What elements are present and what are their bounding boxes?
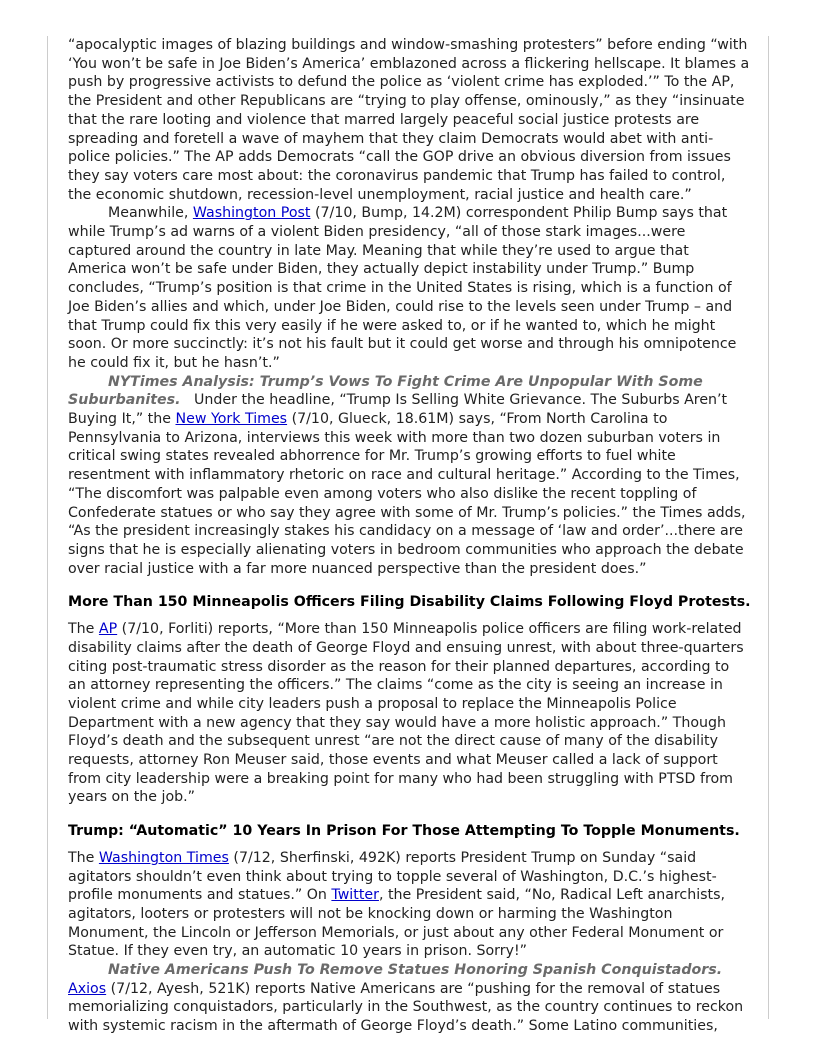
- paragraph-washington-post: Meanwhile, Washington Post (7/10, Bump, 14.2M) correspondent Philip Bump says that while Trump’s ad warns of a violent Biden presidency, “all of those stark images...were captured around the country in late May. Meaning that while they’re used to argue that America won’t be safe under Biden, they actually depict instability under Trump.” Bump concludes, “Trump’s position is that crime in the United States is rising, which is a function of Joe Biden’s allies and which, under Joe Biden, could rise to the levels seen under Trump – and that Trump could fix this very easily if he were asked to, or if he wanted to, which he might soon. Or more succinctly: it’s not his fault but it could get worse and through his omnipotence he could fix it, but he hasn’t.”: [68, 205, 737, 371]
- paragraph-axios: Axios (7/12, Ayesh, 521K) reports Native Americans are “pushing for the removal of statues memorializing conquistadors, particularly in the Southwest, as the country continues to reckon with systemic racism in the aftermath of George Floyd’s death.” Some Latino communities,: [68, 980, 744, 1035]
- paragraph-minneapolis-disability: The AP (7/10, Forliti) reports, “More than 150 Minneapolis police officers are filing work-related disability claims after the death of George Floyd and ensuing unrest, with about three-quarters citing post-traumatic stress disorder as the reason for their planned departures, according to an attorney representing the officers.” The claims “come as the city is seeing an increase in violent crime and while city leaders push a proposal to replace the Minneapolis Police Department with a new agency that they say would have a more holistic approach.” Though Floyd’s death and the subsequent unrest “are not the direct cause of many of the disability requests, attorney Ron Meuser said, those events and what Meuser called a lack of support from city leadership were a breaking point for many who had been struggling with PTSD from years on the job.”: [68, 621, 744, 806]
- document-page: [68, 36, 751, 1036]
- left-margin-rule: [47, 36, 48, 1019]
- washington-post-link[interactable]: Washington Post: [192, 205, 311, 222]
- axios-link[interactable]: Axios: [68, 980, 107, 997]
- paragraph-ap-ad-coverage: “apocalyptic images of blazing buildings and window-smashing protesters” before ending “with ‘You won’t be safe in Joe Biden’s America’ emblazoned across a flickering hellscape. It blames a push by progressive activists to defund the police as ‘violent crime has exploded.’” To the AP, the President and other Republicans are “trying to play offense, ominously,” as they “insinuate that the rare looting and violence that marred largely peaceful social justice protests are spreading and foretell a wave of mayhem that they claim Democrats would abet with anti-police policies.” The AP adds Democrats “call the GOP drive an obvious diversion from issues they say voters care most about: the coronavirus pandemic that Trump has failed to control, the economic shutdown, recession-level unemployment, racial justice and health care.”: [68, 37, 750, 203]
- washington-times-link[interactable]: Washington Times: [98, 849, 229, 866]
- ap-link[interactable]: AP: [98, 621, 118, 638]
- paragraph-native-americans: [68, 961, 751, 980]
- native-americans-subhead: Native Americans Push To Remove Statues Honoring Spanish Conquistadors.: [108, 962, 723, 979]
- right-margin-rule: [768, 36, 769, 1019]
- new-york-times-link[interactable]: New York Times: [175, 411, 288, 428]
- paragraph-trump-monuments: The Washington Times (7/12, Sherfinski, 492K) reports President Trump on Sunday “said agitators shouldn’t even think about trying to topple several of Washington, D.C.’s highest-profile monuments and statues.” On Twitter, the President said, “No, Radical Left anarchists, agitators, looters or protesters will not be knocking down or harming the Washington Monument, the Lincoln or Jefferson Memorials, or just about any other Federal Monument or Statue. If they even try, an automatic 10 years in prison. Sorry!”: [68, 849, 725, 960]
- minneapolis-officers-headline: More Than 150 Minneapolis Officers Filing Disability Claims Following Floyd Protests.: [68, 594, 751, 611]
- twitter-link[interactable]: Twitter: [331, 887, 379, 904]
- nytimes-analysis-subhead: NYTimes Analysis: Trump’s Vows To Fight Crime Are Unpopular With Some Suburbanites.: [68, 373, 703, 409]
- paragraph-nytimes-analysis: NYTimes Analysis: Trump’s Vows To Fight Crime Are Unpopular With Some Suburbanites. Under the headline, “Trump Is Selling White Grievance. The Suburbs Aren’t Buying It,” the New York Times (7/10, Glueck, 18.61M) says, “From North Carolina to Pennsylvania to Arizona, interviews this week with more than two dozen suburban voters in critical swing states revealed abhorrence for Mr. Trump’s growing efforts to fuel white resentment with inflammatory rhetoric on race and cultural heritage.” According to the Times, “The discomfort was palpable even among voters who also dislike the recent toppling of Confederate statues or who say they agree with some of Mr. Trump’s policies.” the Times adds, “As the president increasingly stakes his candidacy on a message of ‘law and order’...there are signs that he is especially alienating voters in bedroom communities who approach the debate over racial justice with a far more nuanced perspective than the president does.”: [68, 373, 746, 577]
- trump-monuments-headline: Trump: “Automatic” 10 Years In Prison For Those Attempting To Topple Monuments.: [68, 823, 740, 840]
